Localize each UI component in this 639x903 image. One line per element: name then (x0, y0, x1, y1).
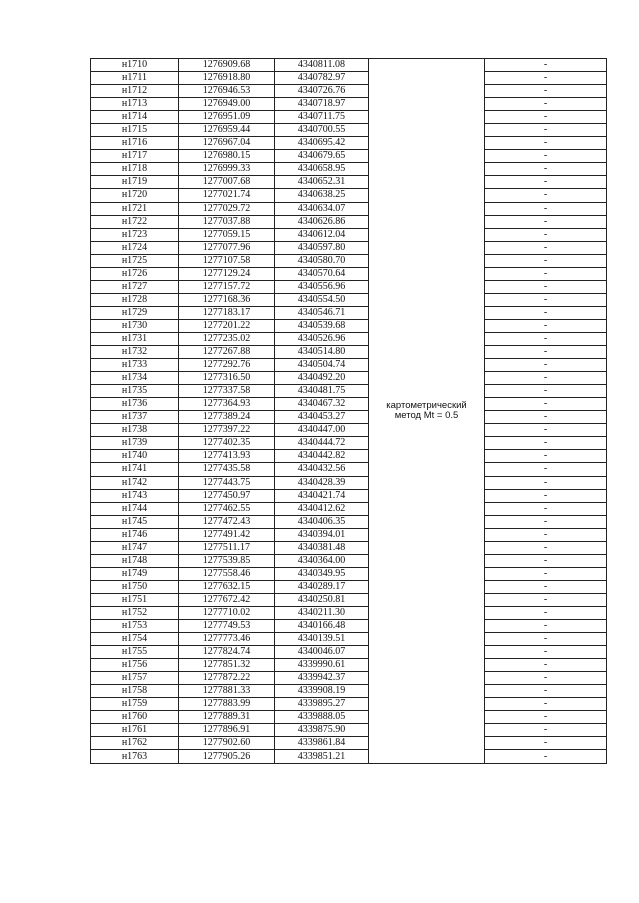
accuracy-value-cell: - (485, 280, 607, 293)
table-row (91, 724, 607, 737)
point-id-cell: н1734 (91, 372, 179, 385)
y-coordinate-cell: 4339888.05 (275, 711, 369, 724)
method-note-line2: метод Mt = 0.5 (394, 409, 459, 421)
accuracy-value-cell: - (485, 515, 607, 528)
x-coordinate-cell: 1277029.72 (179, 202, 275, 215)
point-id-cell: н1736 (91, 398, 179, 411)
x-coordinate-cell: 1277183.17 (179, 306, 275, 319)
x-coordinate-cell: 1276918.80 (179, 72, 275, 85)
point-id-cell: н1720 (91, 189, 179, 202)
x-coordinate-cell: 1277077.96 (179, 241, 275, 254)
table-row (91, 111, 607, 124)
coordinates-table-body (91, 59, 607, 764)
x-coordinate-cell: 1277168.36 (179, 293, 275, 306)
accuracy-value-cell: - (485, 385, 607, 398)
accuracy-value-cell: - (485, 711, 607, 724)
point-id-cell: н1710 (91, 59, 179, 72)
table-row (91, 137, 607, 150)
y-coordinate-cell: 4340481.75 (275, 385, 369, 398)
point-id-cell: н1716 (91, 137, 179, 150)
accuracy-value-cell: - (485, 59, 607, 72)
table-row (91, 489, 607, 502)
y-coordinate-cell: 4340166.48 (275, 620, 369, 633)
point-id-cell: н1737 (91, 411, 179, 424)
x-coordinate-cell: 1277881.33 (179, 685, 275, 698)
table-row (91, 98, 607, 111)
y-coordinate-cell: 4340539.68 (275, 319, 369, 332)
accuracy-value-cell: - (485, 737, 607, 750)
point-id-cell: н1762 (91, 737, 179, 750)
table-row (91, 750, 607, 763)
y-coordinate-cell: 4340364.00 (275, 554, 369, 567)
x-coordinate-cell: 1277511.17 (179, 541, 275, 554)
point-id-cell: н1747 (91, 541, 179, 554)
point-id-cell: н1715 (91, 124, 179, 137)
y-coordinate-cell: 4340638.25 (275, 189, 369, 202)
x-coordinate-cell: 1277851.32 (179, 659, 275, 672)
accuracy-value-cell: - (485, 189, 607, 202)
table-row (91, 515, 607, 528)
y-coordinate-cell: 4340782.97 (275, 72, 369, 85)
y-coordinate-cell: 4340421.74 (275, 489, 369, 502)
table-row (91, 332, 607, 345)
point-id-cell: н1746 (91, 528, 179, 541)
accuracy-value-cell: - (485, 254, 607, 267)
point-id-cell: н1759 (91, 698, 179, 711)
accuracy-value-cell: - (485, 698, 607, 711)
table-row (91, 124, 607, 137)
table-row (91, 424, 607, 437)
accuracy-value-cell: - (485, 633, 607, 646)
point-id-cell: н1733 (91, 359, 179, 372)
y-coordinate-cell: 4340250.81 (275, 593, 369, 606)
y-coordinate-cell: 4340412.62 (275, 502, 369, 515)
table-row (91, 293, 607, 306)
method-note-line1: картометрический (386, 399, 467, 411)
point-id-cell: н1738 (91, 424, 179, 437)
x-coordinate-cell: 1276967.04 (179, 137, 275, 150)
y-coordinate-cell: 4340447.00 (275, 424, 369, 437)
x-coordinate-cell: 1277539.85 (179, 554, 275, 567)
y-coordinate-cell: 4340546.71 (275, 306, 369, 319)
table-row (91, 620, 607, 633)
x-coordinate-cell: 1277107.58 (179, 254, 275, 267)
table-row (91, 737, 607, 750)
y-coordinate-cell: 4340711.75 (275, 111, 369, 124)
x-coordinate-cell: 1277201.22 (179, 319, 275, 332)
table-row (91, 398, 607, 411)
point-id-cell: н1717 (91, 150, 179, 163)
table-row (91, 567, 607, 580)
y-coordinate-cell: 4340556.96 (275, 280, 369, 293)
table-row (91, 59, 607, 72)
y-coordinate-cell: 4340658.95 (275, 163, 369, 176)
table-row (91, 606, 607, 619)
table-row (91, 346, 607, 359)
table-row (91, 698, 607, 711)
x-coordinate-cell: 1277157.72 (179, 280, 275, 293)
point-id-cell: н1739 (91, 437, 179, 450)
point-id-cell: н1742 (91, 476, 179, 489)
accuracy-value-cell: - (485, 372, 607, 385)
x-coordinate-cell: 1277435.58 (179, 463, 275, 476)
point-id-cell: н1722 (91, 215, 179, 228)
point-id-cell: н1748 (91, 554, 179, 567)
x-coordinate-cell: 1276949.00 (179, 98, 275, 111)
x-coordinate-cell: 1277337.58 (179, 385, 275, 398)
x-coordinate-cell: 1277129.24 (179, 267, 275, 280)
point-id-cell: н1754 (91, 633, 179, 646)
x-coordinate-cell: 1277883.99 (179, 698, 275, 711)
x-coordinate-cell: 1277896.91 (179, 724, 275, 737)
accuracy-value-cell: - (485, 606, 607, 619)
point-id-cell: н1741 (91, 463, 179, 476)
point-id-cell: н1745 (91, 515, 179, 528)
accuracy-value-cell: - (485, 319, 607, 332)
y-coordinate-cell: 4339875.90 (275, 724, 369, 737)
point-id-cell: н1757 (91, 672, 179, 685)
accuracy-value-cell: - (485, 411, 607, 424)
accuracy-value-cell: - (485, 306, 607, 319)
accuracy-value-cell: - (485, 111, 607, 124)
y-coordinate-cell: 4340467.32 (275, 398, 369, 411)
x-coordinate-cell: 1277491.42 (179, 528, 275, 541)
x-coordinate-cell: 1277905.26 (179, 750, 275, 763)
point-id-cell: н1727 (91, 280, 179, 293)
y-coordinate-cell: 4340612.04 (275, 228, 369, 241)
accuracy-value-cell: - (485, 672, 607, 685)
table-row (91, 528, 607, 541)
accuracy-value-cell: - (485, 176, 607, 189)
table-row (91, 437, 607, 450)
x-coordinate-cell: 1277632.15 (179, 580, 275, 593)
accuracy-value-cell: - (485, 346, 607, 359)
table-row (91, 306, 607, 319)
table-row (91, 150, 607, 163)
x-coordinate-cell: 1277235.02 (179, 332, 275, 345)
point-id-cell: н1752 (91, 606, 179, 619)
y-coordinate-cell: 4339908.19 (275, 685, 369, 698)
y-coordinate-cell: 4340652.31 (275, 176, 369, 189)
accuracy-value-cell: - (485, 580, 607, 593)
table-row (91, 646, 607, 659)
table-row (91, 541, 607, 554)
accuracy-value-cell: - (485, 228, 607, 241)
table-row (91, 254, 607, 267)
point-id-cell: н1749 (91, 567, 179, 580)
y-coordinate-cell: 4339895.27 (275, 698, 369, 711)
y-coordinate-cell: 4340626.86 (275, 215, 369, 228)
y-coordinate-cell: 4340700.55 (275, 124, 369, 137)
x-coordinate-cell: 1277472.43 (179, 515, 275, 528)
point-id-cell: н1719 (91, 176, 179, 189)
y-coordinate-cell: 4340679.65 (275, 150, 369, 163)
table-row (91, 659, 607, 672)
point-id-cell: н1755 (91, 646, 179, 659)
y-coordinate-cell: 4340526.96 (275, 332, 369, 345)
accuracy-value-cell: - (485, 541, 607, 554)
y-coordinate-cell: 4340444.72 (275, 437, 369, 450)
table-row (91, 359, 607, 372)
point-id-cell: н1723 (91, 228, 179, 241)
accuracy-value-cell: - (485, 489, 607, 502)
point-id-cell: н1714 (91, 111, 179, 124)
table-row (91, 280, 607, 293)
x-coordinate-cell: 1277872.22 (179, 672, 275, 685)
accuracy-value-cell: - (485, 450, 607, 463)
y-coordinate-cell: 4340139.51 (275, 633, 369, 646)
y-coordinate-cell: 4340046.07 (275, 646, 369, 659)
accuracy-value-cell: - (485, 293, 607, 306)
table-row (91, 163, 607, 176)
y-coordinate-cell: 4340428.39 (275, 476, 369, 489)
accuracy-value-cell: - (485, 646, 607, 659)
table-row (91, 385, 607, 398)
accuracy-value-cell: - (485, 150, 607, 163)
point-id-cell: н1763 (91, 750, 179, 763)
x-coordinate-cell: 1276946.53 (179, 85, 275, 98)
table-row (91, 85, 607, 98)
table-row (91, 72, 607, 85)
y-coordinate-cell: 4339861.84 (275, 737, 369, 750)
y-coordinate-cell: 4340492.20 (275, 372, 369, 385)
point-id-cell: н1760 (91, 711, 179, 724)
x-coordinate-cell: 1277021.74 (179, 189, 275, 202)
point-id-cell: н1751 (91, 593, 179, 606)
table-row (91, 672, 607, 685)
accuracy-value-cell: - (485, 85, 607, 98)
accuracy-value-cell: - (485, 215, 607, 228)
y-coordinate-cell: 4340211.30 (275, 606, 369, 619)
x-coordinate-cell: 1277059.15 (179, 228, 275, 241)
point-id-cell: н1713 (91, 98, 179, 111)
accuracy-value-cell: - (485, 685, 607, 698)
y-coordinate-cell: 4340432.56 (275, 463, 369, 476)
table-row (91, 593, 607, 606)
accuracy-value-cell: - (485, 98, 607, 111)
point-id-cell: н1728 (91, 293, 179, 306)
table-row (91, 711, 607, 724)
table-row (91, 372, 607, 385)
accuracy-value-cell: - (485, 750, 607, 763)
x-coordinate-cell: 1277462.55 (179, 502, 275, 515)
accuracy-value-cell: - (485, 567, 607, 580)
y-coordinate-cell: 4340554.50 (275, 293, 369, 306)
table-row (91, 228, 607, 241)
table-row (91, 502, 607, 515)
table-row (91, 215, 607, 228)
x-coordinate-cell: 1277450.97 (179, 489, 275, 502)
point-id-cell: н1753 (91, 620, 179, 633)
accuracy-value-cell: - (485, 424, 607, 437)
table-row (91, 463, 607, 476)
y-coordinate-cell: 4339942.37 (275, 672, 369, 685)
table-row (91, 580, 607, 593)
table-row (91, 241, 607, 254)
point-id-cell: н1726 (91, 267, 179, 280)
accuracy-value-cell: - (485, 241, 607, 254)
accuracy-value-cell: - (485, 593, 607, 606)
table-row (91, 633, 607, 646)
point-id-cell: н1735 (91, 385, 179, 398)
accuracy-value-cell: - (485, 554, 607, 567)
y-coordinate-cell: 4340580.70 (275, 254, 369, 267)
point-id-cell: н1712 (91, 85, 179, 98)
x-coordinate-cell: 1277710.02 (179, 606, 275, 619)
table-row (91, 450, 607, 463)
accuracy-value-cell: - (485, 398, 607, 411)
y-coordinate-cell: 4340453.27 (275, 411, 369, 424)
accuracy-value-cell: - (485, 724, 607, 737)
point-id-cell: н1729 (91, 306, 179, 319)
accuracy-value-cell: - (485, 659, 607, 672)
y-coordinate-cell: 4340570.64 (275, 267, 369, 280)
x-coordinate-cell: 1276980.15 (179, 150, 275, 163)
point-id-cell: н1743 (91, 489, 179, 502)
x-coordinate-cell: 1277316.50 (179, 372, 275, 385)
table-row (91, 476, 607, 489)
accuracy-value-cell: - (485, 202, 607, 215)
x-coordinate-cell: 1277292.76 (179, 359, 275, 372)
x-coordinate-cell: 1277443.75 (179, 476, 275, 489)
y-coordinate-cell: 4340504.74 (275, 359, 369, 372)
y-coordinate-cell: 4340289.17 (275, 580, 369, 593)
x-coordinate-cell: 1277773.46 (179, 633, 275, 646)
point-id-cell: н1724 (91, 241, 179, 254)
y-coordinate-cell: 4340394.01 (275, 528, 369, 541)
point-id-cell: н1761 (91, 724, 179, 737)
point-id-cell: н1725 (91, 254, 179, 267)
x-coordinate-cell: 1277824.74 (179, 646, 275, 659)
x-coordinate-cell: 1277749.53 (179, 620, 275, 633)
y-coordinate-cell: 4340442.82 (275, 450, 369, 463)
x-coordinate-cell: 1277402.35 (179, 437, 275, 450)
y-coordinate-cell: 4340695.42 (275, 137, 369, 150)
point-id-cell: н1711 (91, 72, 179, 85)
y-coordinate-cell: 4339990.61 (275, 659, 369, 672)
point-id-cell: н1758 (91, 685, 179, 698)
point-id-cell: н1744 (91, 502, 179, 515)
table-row (91, 202, 607, 215)
table-row (91, 176, 607, 189)
x-coordinate-cell: 1276959.44 (179, 124, 275, 137)
y-coordinate-cell: 4340406.35 (275, 515, 369, 528)
accuracy-value-cell: - (485, 620, 607, 633)
x-coordinate-cell: 1276951.09 (179, 111, 275, 124)
y-coordinate-cell: 4340597.80 (275, 241, 369, 254)
method-note-cell (369, 59, 485, 764)
accuracy-value-cell: - (485, 72, 607, 85)
x-coordinate-cell: 1277672.42 (179, 593, 275, 606)
accuracy-value-cell: - (485, 502, 607, 515)
x-coordinate-cell: 1277267.88 (179, 346, 275, 359)
y-coordinate-cell: 4340726.76 (275, 85, 369, 98)
x-coordinate-cell: 1277389.24 (179, 411, 275, 424)
x-coordinate-cell: 1276909.68 (179, 59, 275, 72)
x-coordinate-cell: 1277397.22 (179, 424, 275, 437)
point-id-cell: н1718 (91, 163, 179, 176)
table-row (91, 685, 607, 698)
accuracy-value-cell: - (485, 163, 607, 176)
x-coordinate-cell: 1277558.46 (179, 567, 275, 580)
y-coordinate-cell: 4340811.08 (275, 59, 369, 72)
point-id-cell: н1721 (91, 202, 179, 215)
y-coordinate-cell: 4340349.95 (275, 567, 369, 580)
x-coordinate-cell: 1277037.88 (179, 215, 275, 228)
accuracy-value-cell: - (485, 137, 607, 150)
point-id-cell: н1731 (91, 332, 179, 345)
accuracy-value-cell: - (485, 476, 607, 489)
point-id-cell: н1756 (91, 659, 179, 672)
accuracy-value-cell: - (485, 437, 607, 450)
x-coordinate-cell: 1277007.68 (179, 176, 275, 189)
y-coordinate-cell: 4340634.07 (275, 202, 369, 215)
point-id-cell: н1732 (91, 346, 179, 359)
accuracy-value-cell: - (485, 359, 607, 372)
point-id-cell: н1750 (91, 580, 179, 593)
point-id-cell: н1740 (91, 450, 179, 463)
point-id-cell: н1730 (91, 319, 179, 332)
y-coordinate-cell: 4340718.97 (275, 98, 369, 111)
y-coordinate-cell: 4339851.21 (275, 750, 369, 763)
y-coordinate-cell: 4340514.80 (275, 346, 369, 359)
x-coordinate-cell: 1277364.93 (179, 398, 275, 411)
accuracy-value-cell: - (485, 528, 607, 541)
accuracy-value-cell: - (485, 332, 607, 345)
coordinates-table (90, 58, 607, 764)
x-coordinate-cell: 1277889.31 (179, 711, 275, 724)
y-coordinate-cell: 4340381.48 (275, 541, 369, 554)
accuracy-value-cell: - (485, 267, 607, 280)
accuracy-value-cell: - (485, 124, 607, 137)
x-coordinate-cell: 1276999.33 (179, 163, 275, 176)
table-row (91, 267, 607, 280)
accuracy-value-cell: - (485, 463, 607, 476)
table-row (91, 319, 607, 332)
table-row (91, 189, 607, 202)
table-row (91, 554, 607, 567)
x-coordinate-cell: 1277413.93 (179, 450, 275, 463)
x-coordinate-cell: 1277902.60 (179, 737, 275, 750)
table-row (91, 411, 607, 424)
